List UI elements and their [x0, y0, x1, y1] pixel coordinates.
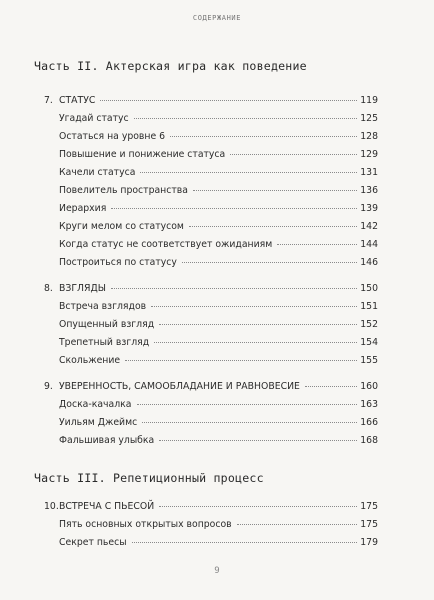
dot-leader	[170, 136, 357, 137]
dot-leader	[125, 360, 357, 361]
chapter-number: 7.	[44, 95, 53, 106]
page-number: 179	[360, 537, 378, 548]
toc-entry-title: Опущенный взгляд	[59, 319, 155, 330]
toc-entry-title: Повелитель пространства	[59, 185, 188, 196]
toc-entry-title: Доска-качалка	[59, 399, 132, 410]
page-number: 154	[360, 337, 378, 348]
page-number: 139	[360, 203, 378, 214]
page-number: 160	[360, 381, 378, 392]
toc-entry-title: Повышение и понижение статуса	[59, 149, 226, 160]
toc-entry-title: Качели статуса	[59, 167, 136, 178]
toc-section-row	[59, 300, 378, 314]
toc-section-row	[59, 238, 378, 252]
page-number: 175	[360, 501, 378, 512]
toc-chapter-row	[44, 94, 378, 108]
toc-section-row	[59, 398, 378, 412]
page-number: 152	[360, 319, 378, 330]
toc-section-row	[59, 434, 378, 448]
toc-section-row	[59, 184, 378, 198]
dot-leader	[137, 404, 358, 405]
toc-entry-title: Иерархия	[59, 203, 107, 214]
dot-leader	[193, 190, 357, 191]
toc-chapter-row	[44, 500, 378, 514]
page-number: 128	[360, 131, 378, 142]
page-number: 151	[360, 301, 378, 312]
dot-leader	[182, 262, 357, 263]
page-number: 155	[360, 355, 378, 366]
toc-section-row	[59, 318, 378, 332]
dot-leader	[100, 100, 357, 101]
toc-entry-title: ВСТРЕЧА С ПЬЕСОЙ	[59, 501, 155, 512]
toc-entry-title: Пять основных открытых вопросов	[59, 519, 232, 530]
toc-section-row	[59, 536, 378, 550]
toc-entry-title: Когда статус не соответствует ожиданиям	[59, 239, 273, 250]
toc-entry-title: УВЕРЕННОСТЬ, САМООБЛАДАНИЕ И РАВНОВЕСИЕ	[59, 381, 300, 392]
page-number: 119	[360, 95, 378, 106]
toc-section-row	[59, 518, 378, 532]
chapter-number: 10.	[44, 501, 59, 512]
toc-entry-title: Угадай статус	[59, 113, 129, 124]
toc-section-row	[59, 416, 378, 430]
dot-leader	[111, 208, 357, 209]
running-head: СОДЕРЖАНИЕ	[192, 14, 242, 22]
toc-section-row	[59, 130, 378, 144]
toc-entry-title: ВЗГЛЯДЫ	[59, 283, 106, 294]
toc-section-row	[59, 148, 378, 162]
dot-leader	[142, 422, 357, 423]
page-folio: 9	[214, 566, 220, 576]
dot-leader	[111, 288, 357, 289]
toc-entry-title: Фальшивая улыбка	[59, 435, 155, 446]
page-number: 175	[360, 519, 378, 530]
toc-entry-title: Уильям Джеймс	[59, 417, 138, 428]
toc-entry-title: Встреча взглядов	[59, 301, 147, 312]
toc-section-row	[59, 112, 378, 126]
dot-leader	[159, 506, 357, 507]
dot-leader	[140, 172, 357, 173]
dot-leader	[230, 154, 357, 155]
dot-leader	[154, 342, 357, 343]
toc-entry-title: Трепетный взгляд	[59, 337, 150, 348]
page-number: 146	[360, 257, 378, 268]
page-number: 142	[360, 221, 378, 232]
toc-chapter-row	[44, 380, 378, 394]
dot-leader	[134, 118, 358, 119]
dot-leader	[237, 524, 358, 525]
dot-leader	[189, 226, 357, 227]
toc-entry-title: Скольжение	[59, 355, 121, 366]
toc-section-row	[59, 256, 378, 270]
page-number: 129	[360, 149, 378, 160]
page-number: 168	[360, 435, 378, 446]
toc-chapter-row	[44, 282, 378, 296]
page-number: 166	[360, 417, 378, 428]
toc-entry-title: СТАТУС	[59, 95, 96, 106]
toc-section-row	[59, 220, 378, 234]
page-number: 144	[360, 239, 378, 250]
page-number: 125	[360, 113, 378, 124]
dot-leader	[277, 244, 357, 245]
page-number: 131	[360, 167, 378, 178]
toc-entry-title: Построиться по статусу	[59, 257, 177, 268]
dot-leader	[159, 440, 357, 441]
toc-section-row	[59, 354, 378, 368]
toc-section-row	[59, 166, 378, 180]
dot-leader	[132, 542, 358, 543]
chapter-number: 9.	[44, 381, 53, 392]
toc-entry-title: Круги мелом со статусом	[59, 221, 184, 232]
toc-entry-title: Секрет пьесы	[59, 537, 127, 548]
chapter-number: 8.	[44, 283, 53, 294]
page-number: 163	[360, 399, 378, 410]
toc-section-row	[59, 202, 378, 216]
part-heading: Часть II. Актерская игра как поведение	[34, 59, 307, 73]
dot-leader	[159, 324, 357, 325]
toc-entry-title: Остаться на уровне 6	[59, 131, 166, 142]
dot-leader	[305, 386, 357, 387]
part-heading: Часть III. Репетиционный процесс	[34, 471, 264, 485]
dot-leader	[151, 306, 357, 307]
page-number: 150	[360, 283, 378, 294]
toc-section-row	[59, 336, 378, 350]
page-number: 136	[360, 185, 378, 196]
